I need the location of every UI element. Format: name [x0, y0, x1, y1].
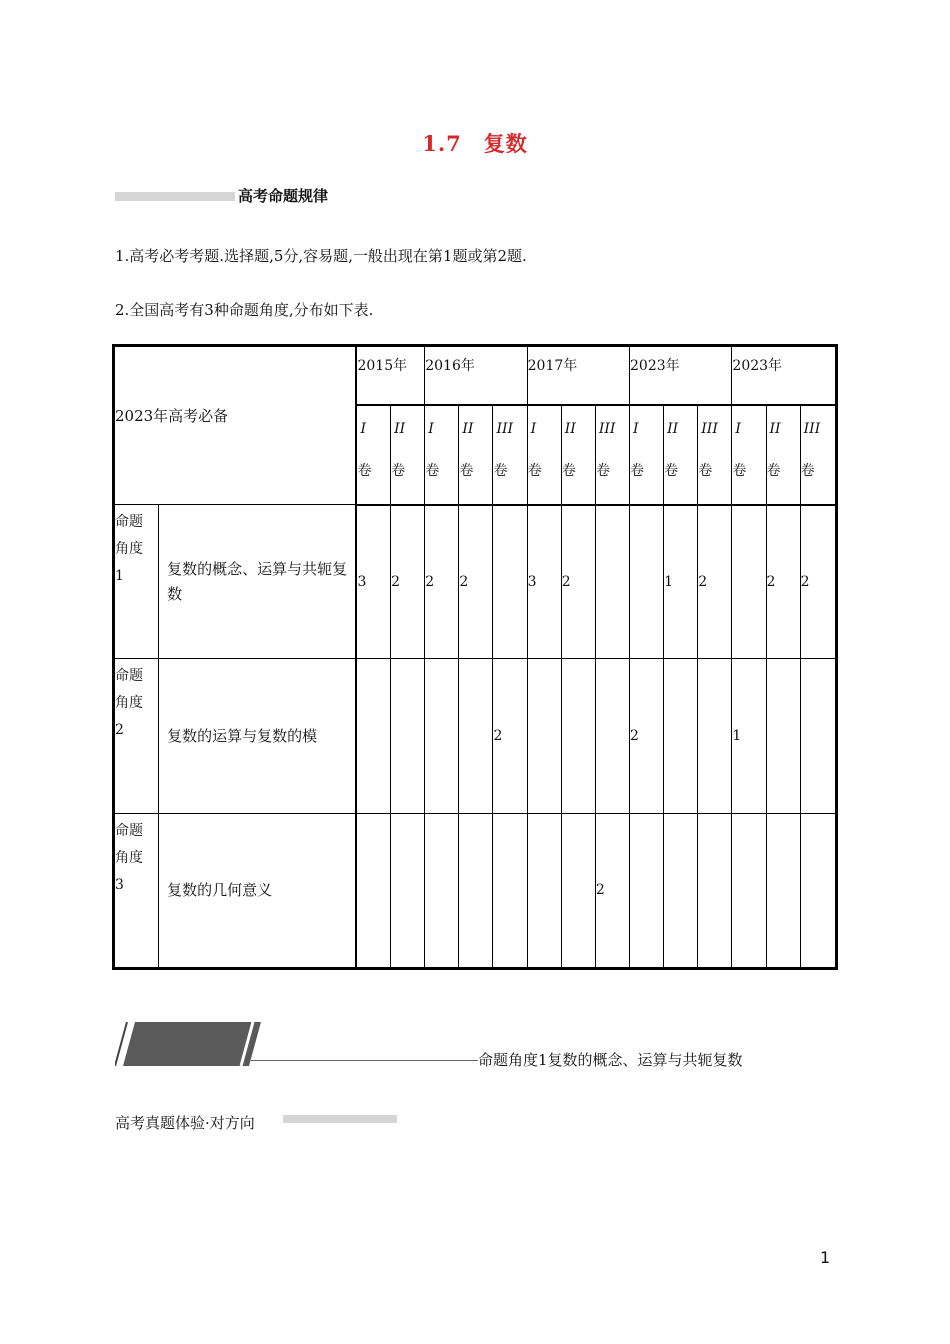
- volume-suffix: 卷: [357, 462, 372, 479]
- angle-label: [115, 659, 159, 813]
- count-cell: 2: [698, 505, 732, 659]
- volume-numeral: II: [667, 420, 679, 437]
- angle-label-line: 2: [115, 722, 124, 739]
- volume-numeral: II: [564, 420, 576, 437]
- distribution-table: [114, 346, 836, 968]
- count-cell: 2: [766, 505, 800, 659]
- count-cell: [356, 659, 390, 813]
- angle-label: [115, 505, 159, 659]
- volume-suffix: 卷: [698, 462, 713, 479]
- volume-numeral: I: [633, 420, 639, 437]
- page-number: 1: [820, 1248, 831, 1267]
- angle-label-line: 1: [115, 568, 124, 585]
- count-cell: [698, 813, 732, 967]
- count-cell: [425, 813, 459, 967]
- count-cell: [391, 813, 425, 967]
- count-cell: [459, 659, 493, 813]
- count-cell: [766, 813, 800, 967]
- volume-header: [595, 405, 629, 505]
- count-cell: [664, 659, 698, 813]
- volume-header: [698, 405, 732, 505]
- year-header: 2016年: [425, 347, 527, 405]
- section-heading-bar: [115, 192, 235, 201]
- table-corner-label: 2023年高考必备: [115, 347, 357, 505]
- volume-header: [459, 405, 493, 505]
- count-cell: [800, 659, 835, 813]
- count-cell: 1: [664, 505, 698, 659]
- volume-suffix: 卷: [391, 462, 406, 479]
- volume-suffix: 卷: [595, 462, 610, 479]
- count-cell: [800, 813, 835, 967]
- count-cell: [595, 505, 629, 659]
- paragraph-1: 1.高考必考考题.选择题,5分,容易题,一般出现在第1题或第2题.: [115, 247, 527, 265]
- count-cell: [732, 813, 766, 967]
- volume-header: [630, 405, 664, 505]
- volume-numeral: I: [530, 420, 537, 437]
- paragraph-2: 2.全国高考有3种命题角度,分布如下表.: [115, 301, 374, 319]
- volume-suffix: 卷: [425, 462, 440, 479]
- banner-text: 命题角度1复数的概念、运算与共轭复数: [478, 1051, 743, 1069]
- subheading-bar: [283, 1115, 397, 1123]
- volume-numeral: II: [394, 420, 406, 437]
- volume-numeral: I: [735, 420, 741, 437]
- topic-cell: 复数的概念、运算与共轭复数: [159, 505, 357, 659]
- volume-header: [800, 405, 835, 505]
- volume-header: [664, 405, 698, 505]
- volume-numeral: III: [496, 420, 514, 437]
- angle-label-line: 命题: [115, 514, 143, 531]
- section-heading: 高考命题规律: [238, 187, 329, 205]
- volume-suffix: 卷: [493, 462, 508, 479]
- count-cell: 2: [800, 505, 835, 659]
- year-header: 2015年: [356, 347, 424, 405]
- count-cell: 2: [391, 505, 425, 659]
- count-cell: 2: [561, 505, 595, 659]
- count-cell: [595, 659, 629, 813]
- angle-label-line: 命题: [115, 668, 143, 685]
- volume-suffix: 卷: [766, 462, 781, 479]
- volume-header: [732, 405, 766, 505]
- count-cell: 2: [425, 505, 459, 659]
- angle-label-line: 角度: [115, 695, 143, 712]
- volume-numeral: I: [428, 420, 434, 437]
- volume-suffix: 卷: [561, 462, 576, 479]
- volume-suffix: 卷: [630, 462, 645, 479]
- volume-suffix: 卷: [664, 462, 679, 479]
- volume-header: [356, 405, 390, 505]
- count-cell: [630, 505, 664, 659]
- volume-numeral: III: [598, 420, 616, 437]
- volume-numeral: III: [803, 420, 821, 437]
- count-cell: 3: [527, 505, 561, 659]
- year-header: 2023年: [732, 347, 836, 405]
- count-cell: 2: [595, 813, 629, 967]
- table-row: [115, 813, 836, 967]
- count-cell: [459, 813, 493, 967]
- count-cell: [527, 659, 561, 813]
- angle-label-line: 命题: [115, 822, 143, 839]
- title-number: 1.7: [422, 131, 462, 156]
- count-cell: [698, 659, 732, 813]
- count-cell: [425, 659, 459, 813]
- count-cell: 2: [493, 659, 527, 813]
- year-header: 2023年: [630, 347, 732, 405]
- volume-header: [493, 405, 527, 505]
- angle-label-line: 角度: [115, 541, 143, 558]
- volume-numeral: II: [769, 420, 781, 437]
- topic-cell: 复数的运算与复数的模: [159, 659, 357, 813]
- year-header: 2017年: [527, 347, 629, 405]
- volume-suffix: 卷: [732, 462, 747, 479]
- count-cell: [493, 813, 527, 967]
- volume-numeral: II: [462, 420, 474, 437]
- volume-suffix: 卷: [459, 462, 474, 479]
- count-cell: [561, 813, 595, 967]
- count-cell: [630, 813, 664, 967]
- count-cell: [664, 813, 698, 967]
- volume-header: [425, 405, 459, 505]
- count-cell: [527, 813, 561, 967]
- volume-header: [527, 405, 561, 505]
- volume-header: [561, 405, 595, 505]
- table-row: [115, 505, 836, 659]
- volume-header: [391, 405, 425, 505]
- count-cell: 2: [459, 505, 493, 659]
- volume-suffix: 卷: [800, 462, 815, 479]
- count-cell: [766, 659, 800, 813]
- table-row: [115, 659, 836, 813]
- volume-numeral: I: [360, 420, 366, 437]
- banner-slash-icon: [244, 1030, 260, 1064]
- volume-numeral: III: [701, 420, 718, 437]
- title-text: 复数: [483, 131, 528, 156]
- page-title: [0, 128, 950, 158]
- count-cell: [493, 505, 527, 659]
- count-cell: [561, 659, 595, 813]
- count-cell: 2: [630, 659, 664, 813]
- section-banner-graphic: [115, 1022, 263, 1066]
- volume-header: [766, 405, 800, 505]
- count-cell: [391, 659, 425, 813]
- angle-label-line: 3: [115, 876, 124, 893]
- volume-suffix: 卷: [527, 462, 542, 479]
- count-cell: 1: [732, 659, 766, 813]
- count-cell: [732, 505, 766, 659]
- count-cell: [356, 813, 390, 967]
- angle-label: [115, 813, 159, 967]
- count-cell: 3: [356, 505, 390, 659]
- angle-label-line: 角度: [115, 849, 143, 866]
- subheading: 高考真题体验·对方向: [115, 1114, 255, 1132]
- topic-cell: 复数的几何意义: [159, 813, 357, 967]
- banner-rule: [251, 1060, 478, 1061]
